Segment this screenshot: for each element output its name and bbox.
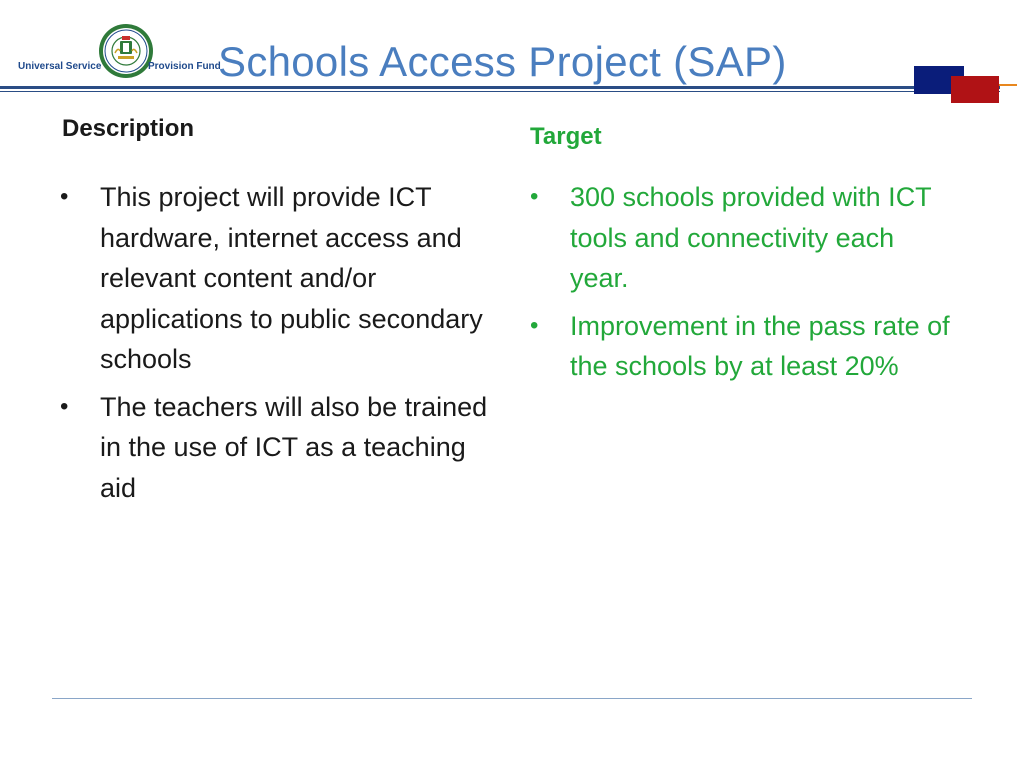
header-rule-thin <box>0 91 1000 92</box>
header-rule-thick <box>0 86 1000 89</box>
description-heading: Description <box>62 115 195 142</box>
list-item <box>530 306 950 387</box>
bullet-icon: • <box>60 392 69 420</box>
list-item <box>60 177 500 380</box>
description-item-text: This project will provide ICT hardware, internet access and relevant content and/or applications to public secondary schools <box>100 182 483 374</box>
target-item-text: 300 schools provided with ICT tools and connectivity each year. <box>570 182 932 293</box>
list-item <box>530 177 950 299</box>
bullet-icon: • <box>60 183 69 210</box>
bullet-icon: • <box>530 183 539 210</box>
logo-right-text: Provision Fund <box>148 61 221 72</box>
list-item <box>60 387 500 509</box>
slide-title: Schools Access Project (SAP) <box>218 38 787 85</box>
bullet-icon: • <box>530 311 539 339</box>
target-heading: Target <box>530 123 602 150</box>
deco-red-block <box>951 76 999 103</box>
deco-orange-line <box>999 84 1017 86</box>
description-item-text: The teachers will also be trained in the use of ICT as a teaching aid <box>100 391 488 503</box>
target-item-text: Improvement in the pass rate of the schools by at least 20% <box>570 310 950 381</box>
footer-rule <box>52 698 972 699</box>
usf-logo <box>14 23 221 79</box>
logo-left-text: Universal Service <box>18 61 102 72</box>
target-list <box>530 177 950 394</box>
usf-seal-icon <box>98 23 154 79</box>
description-list <box>60 177 500 515</box>
